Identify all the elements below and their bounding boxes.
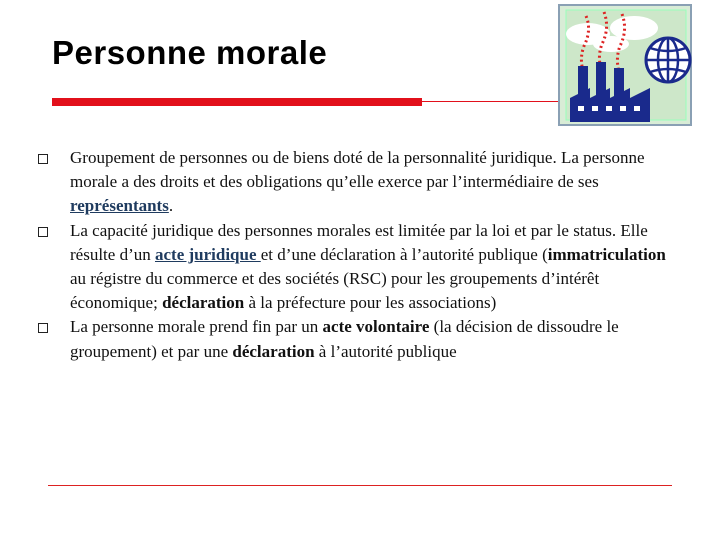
footer-divider [48, 485, 672, 486]
bullet-item-2 [36, 219, 666, 316]
bullet-1-text-b: . [168, 196, 174, 216]
bullet-list [36, 146, 666, 364]
title-underline-bar [52, 98, 422, 106]
bullet-2-text-a: La capacité juridique des personnes morales est limitée par la loi et par le status. Elle résulte d’un [70, 220, 648, 264]
bullet-2-bold-declaration: déclaration [162, 293, 245, 313]
slide-title: Personne morale [52, 34, 328, 71]
square-bullet-icon [38, 227, 48, 237]
bullet-1-text-a: Groupement de personnes ou de biens doté de la personnalité juridique. La personne morale a des droits et des obligations qu’elle exerce par l’intermédiaire de ses [70, 148, 645, 192]
bullet-3-text-a: La personne morale prend fin par un [70, 317, 323, 337]
link-acte-juridique[interactable]: acte juridique [154, 244, 261, 264]
bullet-2-text-d: à la préfecture pour les associations) [244, 293, 497, 313]
bullet-3-bold-acte-volontaire: acte volontaire [322, 317, 430, 337]
link-representants[interactable]: représentants [70, 196, 169, 216]
bullet-item-3 [36, 315, 666, 363]
bullet-2-text-b: et d’une déclaration à l’autorité publique ( [260, 244, 548, 264]
factory-globe-icon [556, 2, 694, 128]
square-bullet-icon [38, 323, 48, 333]
square-bullet-icon [38, 154, 48, 164]
bullet-3-text-c: à l’autorité publique [314, 341, 457, 361]
bullet-2-text-c: au régistre du commerce et des sociétés (RSC) pour les groupements d’intérêt économique; [70, 269, 600, 313]
bullet-3-text-b: (la décision de dissoudre le groupement) et par une [70, 317, 619, 361]
bullet-item-1 [36, 146, 666, 219]
bullet-2-bold-immatriculation: immatriculation [547, 244, 666, 264]
bullet-3-bold-declaration: déclaration [232, 341, 315, 361]
